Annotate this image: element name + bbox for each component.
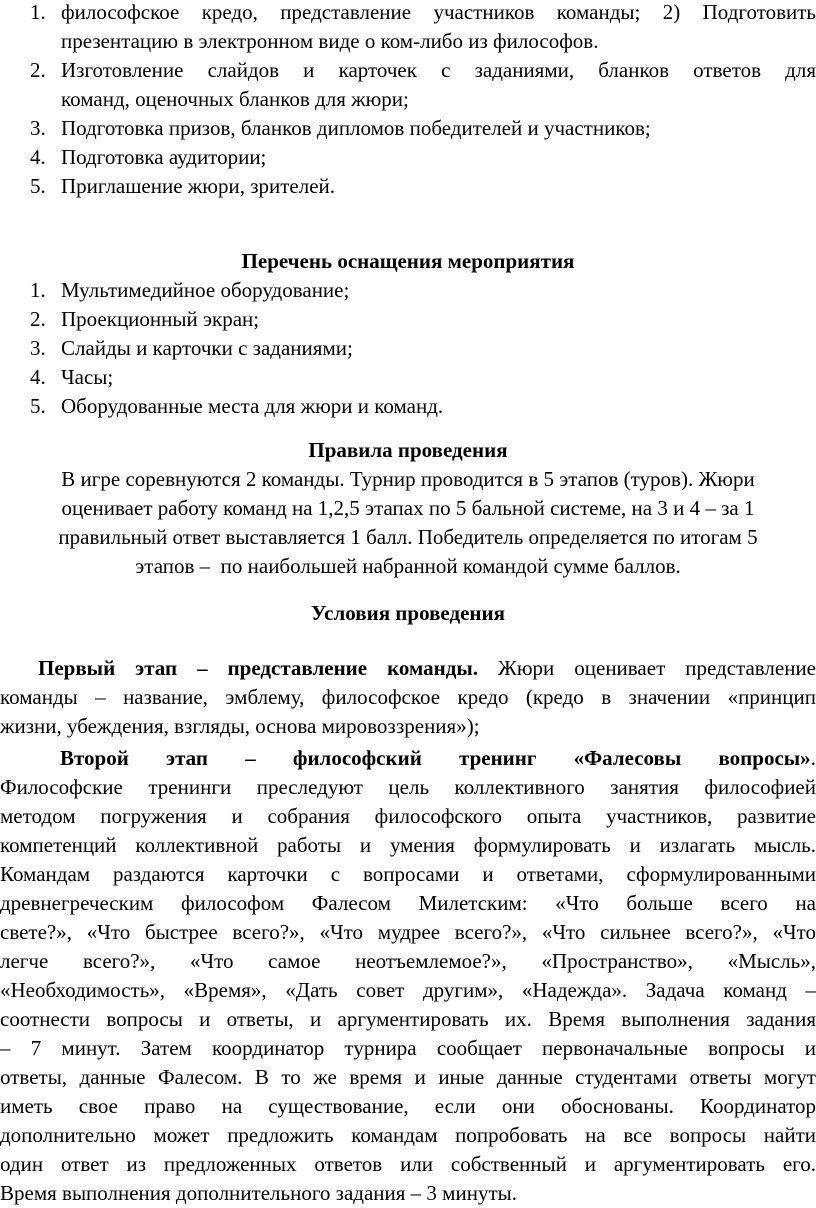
- stage2-lead-word: Второй: [60, 746, 129, 770]
- stage2-line: иметь свое право на существование, если они обоснованы. Координатор: [0, 1094, 816, 1118]
- stage1-rest: Жюри оценивает представление: [498, 656, 816, 680]
- stage2-lead-word: философский: [292, 746, 422, 770]
- stage2-line: легче всего?», «Что самое неотъемлемое?», «Пространство», «Мысль»,: [0, 949, 816, 973]
- list-item: [30, 56, 816, 114]
- list-item: [30, 172, 816, 201]
- stage2-line: методом погружения и собрания философского опыта участников, развитие: [0, 804, 816, 828]
- list-item-line: философское кредо, представление участников команды; 2) Подготовить: [61, 0, 816, 24]
- equipment-list: [30, 276, 816, 421]
- list-item-number: 3.: [30, 116, 46, 140]
- list-item-number: 1.: [30, 278, 46, 302]
- list-item-number: 2.: [30, 307, 46, 331]
- conditions-heading: Условия проведения: [311, 601, 505, 625]
- list-item-number: 5.: [30, 174, 46, 198]
- list-item: [30, 392, 816, 421]
- list-item-line: Приглашение жюри, зрителей.: [61, 174, 336, 198]
- stage2-line: Командам раздаются карточки с вопросами и ответами, сформулированными: [0, 862, 816, 886]
- list-item-number: 5.: [30, 394, 46, 418]
- list-item-text: Часы;: [61, 365, 114, 389]
- list-item-number: 4.: [30, 145, 46, 169]
- stage2-line: дополнительно может предложить командам попробовать на все вопросы найти: [0, 1123, 816, 1147]
- rules-line: правильный ответ выставляется 1 балл. Победитель определяется по итогам 5: [58, 525, 758, 549]
- stage2-line: Время выполнения дополнительного задания – 3 минуты.: [0, 1181, 517, 1205]
- stage2-line: Философские тренинги преследуют цель коллективного занятия философией: [0, 775, 816, 799]
- stage2-line: соотнести вопросы и ответы, и аргументировать их. Время выполнения задания: [0, 1007, 816, 1031]
- list-item-number: 1.: [30, 0, 46, 24]
- stage2-lead-word: этап: [166, 746, 209, 770]
- list-item-line: презентацию в электронном виде о ком-либо из философов.: [61, 29, 599, 53]
- stage2-paragraph: [0, 744, 816, 1208]
- list-item-number: 2.: [30, 58, 46, 82]
- rules-line: этапов – по наибольшей набранной командой сумме баллов.: [135, 554, 681, 578]
- stage1-lead: Первый этап – представление команды.: [38, 656, 479, 680]
- rules-line: оценивает работу команд на 1,2,5 этапах по 5 бальной системе, на 3 и 4 – за 1: [61, 496, 755, 520]
- list-item-text: Проекционный экран;: [61, 307, 260, 331]
- stage2-lead-line: [0, 744, 816, 773]
- stage2-lead-word: тренинг: [459, 746, 537, 770]
- stage1-first-line: [0, 654, 816, 683]
- list-item: [30, 114, 816, 143]
- list-item-text: Оборудованные места для жюри и команд.: [61, 394, 444, 418]
- stage2-line: компетенций коллективной работы и умения формулировать и излагать мысль.: [0, 833, 816, 857]
- stage2-lead-last: [718, 744, 815, 773]
- list-item: [30, 334, 816, 363]
- stage2-line: ответы, данные Фалесом. В то же время и иные данные студентами ответы могут: [0, 1065, 816, 1089]
- list-item: [30, 0, 816, 56]
- stage1-line: жизни, убеждения, взгляды, основа мировоззрения»);: [0, 714, 480, 738]
- list-item: [30, 276, 816, 305]
- stage2-line: – 7 минут. Затем координатор турнира сообщает первоначальные вопросы и: [0, 1036, 816, 1060]
- rules-heading: Правила проведения: [308, 438, 508, 462]
- list-item-text: Слайды и карточки с заданиями;: [61, 336, 353, 360]
- stage2-line: «Необходимость», «Время», «Дать совет другим», «Надежда». Задача команд –: [0, 978, 816, 1002]
- equipment-heading: Перечень оснащения мероприятия: [241, 249, 575, 273]
- list-item: [30, 305, 816, 334]
- stage2-lead-word: вопросы»: [718, 746, 811, 770]
- stage2-line: один ответ из предложенных ответов или собственный и аргументировать его.: [0, 1152, 816, 1176]
- list-item-line: Изготовление слайдов и карточек с заданиями, бланков ответов для: [61, 58, 816, 82]
- list-item: [30, 143, 816, 172]
- list-item-line: Подготовка аудитории;: [61, 145, 267, 169]
- list-item-line: команд, оценочных бланков для жюри;: [61, 87, 409, 111]
- rules-line: В игре соревнуются 2 команды. Турнир проводится в 5 этапов (туров). Жюри: [61, 467, 755, 491]
- rules-paragraph: [0, 465, 816, 581]
- list-item-line: Подготовка призов, бланков дипломов победителей и участников;: [61, 116, 651, 140]
- list-item-number: 4.: [30, 365, 46, 389]
- stage2-line: древнегреческим философом Фалесом Милетским: «Что больше всего на: [0, 891, 816, 915]
- preparation-list: [30, 0, 816, 201]
- stage2-line: свете?», «Что быстрее всего?», «Что мудрее всего?», «Что сильнее всего?», «Что: [0, 920, 816, 944]
- stage2-lead-word: –: [245, 746, 256, 770]
- list-item-text: Мультимедийное оборудование;: [61, 278, 350, 302]
- stage1-line: команды – название, эмблему, философское кредо (кредо в значении «принцип: [0, 685, 816, 709]
- list-item-number: 3.: [30, 336, 46, 360]
- stage2-lead-word: «Фалесовы: [573, 746, 682, 770]
- list-item: [30, 363, 816, 392]
- stage1-paragraph: [0, 654, 816, 741]
- stage2-lead-period: .: [810, 746, 816, 770]
